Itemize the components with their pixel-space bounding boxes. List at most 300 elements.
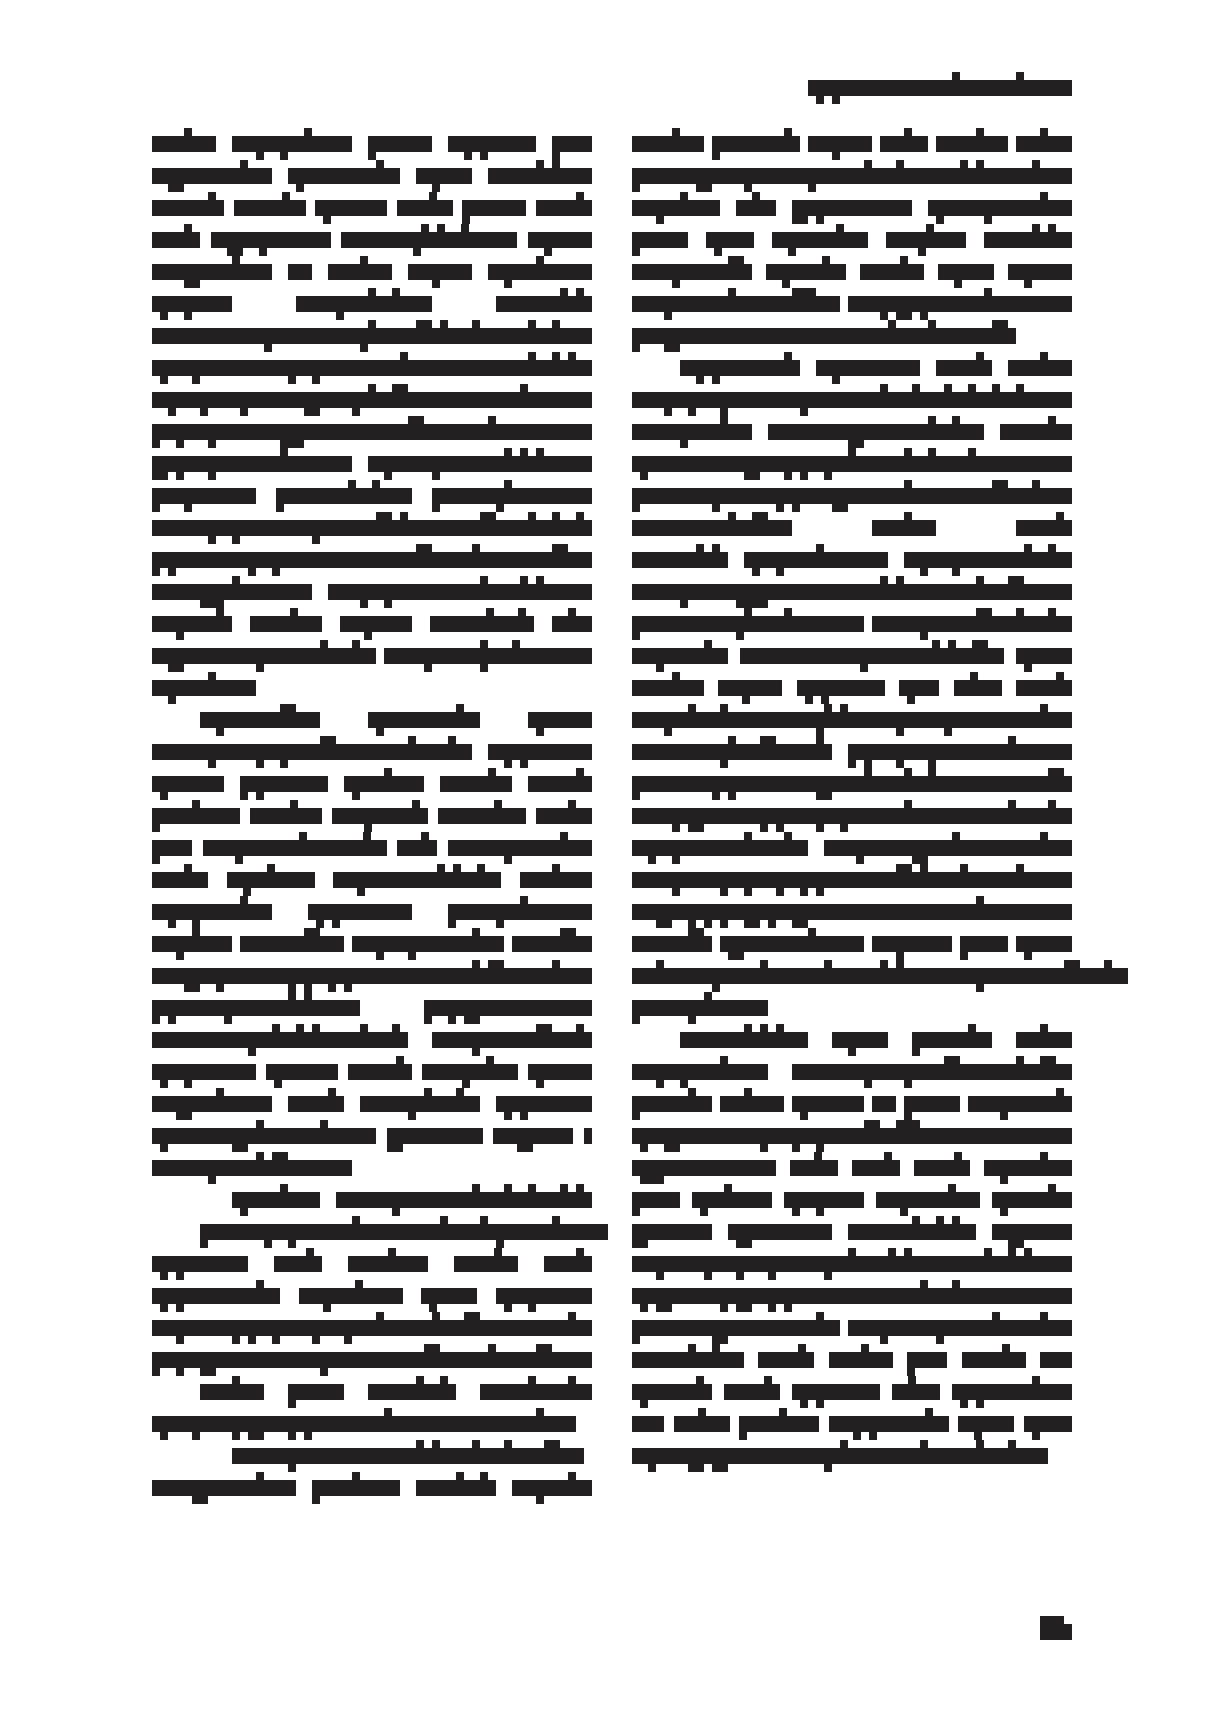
obscured-word [706,232,754,248]
obscured-word [1016,520,1072,536]
obscured-word [432,488,592,504]
text-line [632,552,1072,568]
obscured-word [892,1384,940,1400]
obscured-word [632,264,752,280]
obscured-word [152,872,208,888]
obscured-word [240,776,328,792]
obscured-word [152,1000,360,1016]
obscured-word [632,1160,776,1176]
obscured-word [200,1384,264,1400]
obscured-word [312,1480,400,1496]
obscured-word [232,1192,320,1208]
obscured-word [632,296,840,312]
obscured-word [152,360,592,376]
obscured-word [632,1352,744,1368]
obscured-word [528,1064,592,1080]
obscured-word [728,1224,832,1240]
obscured-word [152,456,352,472]
text-line [632,1064,1072,1080]
obscured-word [152,136,216,152]
obscured-word [1000,424,1072,440]
text-line [152,1128,592,1144]
obscured-word [240,936,344,952]
obscured-word [1016,680,1072,696]
obscured-word [632,1448,1048,1464]
obscured-word [984,1160,1072,1176]
obscured-word [790,1160,838,1176]
obscured-word [152,1064,256,1080]
text-line [152,1032,592,1048]
obscured-word [480,1384,592,1400]
obscured-word [720,1096,784,1112]
obscured-word [632,1288,1072,1304]
obscured-word [914,1160,970,1176]
obscured-word [232,1448,584,1464]
obscured-word [288,1096,344,1112]
obscured-word [984,232,1072,248]
obscured-word [152,232,200,248]
obscured-word [632,1416,664,1432]
text-line [152,1384,592,1400]
obscured-word [152,1256,248,1272]
obscured-word [740,648,1004,664]
obscured-word [772,232,868,248]
text-line [632,936,1072,952]
obscured-word [928,200,1072,216]
obscured-word [462,200,526,216]
obscured-word [1040,1352,1072,1368]
text-line [152,296,592,312]
obscured-word [152,680,256,696]
obscured-word [266,1064,338,1080]
obscured-word [348,1256,428,1272]
obscured-word [352,936,504,952]
obscured-word [348,1064,412,1080]
text-line [632,1448,1072,1464]
text-line [152,136,592,152]
obscured-word [152,552,592,568]
obscured-word [1024,1416,1072,1432]
obscured-word [152,776,224,792]
text-line [152,1416,592,1432]
text-line [632,328,1072,344]
obscured-word [824,840,1072,856]
obscured-word [336,1192,592,1208]
obscured-word [152,1128,376,1144]
text-line [152,1160,592,1176]
text-line [152,1288,592,1304]
text-line [632,968,1072,984]
obscured-word [152,328,592,344]
obscured-word [333,872,501,888]
obscured-word [632,1128,1072,1144]
text-line [152,904,592,920]
obscured-word [288,168,400,184]
obscured-word [632,968,680,984]
obscured-word [776,968,840,984]
obscured-word [792,1064,1072,1080]
text-line [632,648,1072,664]
obscured-word [493,1128,573,1144]
obscured-word [432,1032,592,1048]
obscured-word [152,616,232,632]
text-line [152,936,592,952]
obscured-word [632,552,728,568]
obscured-word [958,1416,1014,1432]
obscured-word [152,584,312,600]
text-line [632,360,1072,376]
text-line [152,648,592,664]
text-line [632,1256,1072,1272]
obscured-word [712,136,800,152]
text-line [632,264,1072,280]
obscured-word [768,424,984,440]
obscured-word [896,712,1016,728]
obscured-word [360,1096,480,1112]
text-line [632,392,1072,408]
obscured-word [152,1288,280,1304]
text-line [152,712,592,728]
obscured-word [152,968,592,984]
text-line [152,1096,592,1112]
obscured-word [536,200,592,216]
obscured-word [448,904,592,920]
obscured-word [860,264,924,280]
obscured-word [720,936,864,952]
obscured-word [276,488,412,504]
obscured-word [152,936,232,952]
obscured-word [829,1352,893,1368]
obscured-word [632,680,704,696]
text-line [152,168,592,184]
obscured-word [992,1224,1072,1240]
obscured-word [250,808,322,824]
text-line [632,520,1072,536]
obscured-word [632,520,792,536]
text-line [152,744,592,760]
obscured-word [1008,264,1072,280]
right-column [632,136,1072,1480]
obscured-word [308,904,412,920]
obscured-word [876,1192,980,1208]
text-line [152,1480,592,1496]
obscured-word [632,904,1072,920]
obscured-word [920,968,1128,984]
obscured-word [968,1096,1072,1112]
obscured-word [1016,712,1072,728]
obscured-word [832,1032,888,1048]
text-line [152,328,592,344]
obscured-word [792,1096,864,1112]
obscured-word [829,1416,949,1432]
obscured-word [872,936,952,952]
text-line [632,904,1072,920]
text-line [152,808,592,824]
obscured-word [848,296,1072,312]
obscured-word [680,968,776,984]
obscured-word [632,232,688,248]
obscured-word [397,840,437,856]
obscured-word [632,328,1016,344]
obscured-word [1008,360,1072,376]
obscured-word [976,80,1056,96]
obscured-word [328,584,592,600]
obscured-word [536,808,592,824]
obscured-word [512,936,592,952]
obscured-word [936,136,1008,152]
obscured-word [152,1320,592,1336]
obscured-word [440,776,512,792]
text-line [632,424,1072,440]
obscured-word [496,1224,608,1240]
text-line [152,616,592,632]
obscured-word [792,1384,880,1400]
obscured-word [632,1000,768,1016]
text-line [152,1448,592,1464]
obscured-word [1016,648,1072,664]
obscured-word [520,872,592,888]
obscured-word [424,1000,592,1016]
text-line [632,232,1072,248]
obscured-word [784,1192,864,1208]
page-number-glyph [1064,1624,1072,1640]
obscured-word [739,1416,819,1432]
obscured-word [152,1096,272,1112]
text-line [632,840,1072,856]
obscured-word [430,616,534,632]
obscured-word [680,1032,808,1048]
obscured-word [152,1416,576,1432]
text-line [152,1352,592,1368]
obscured-word [904,1096,960,1112]
obscured-word [872,1096,896,1112]
obscured-word [674,1416,730,1432]
obscured-word [203,840,387,856]
obscured-word [632,776,1072,792]
page-number-glyph [1040,1616,1064,1640]
obscured-word [454,1256,518,1272]
obscured-word [960,936,1008,952]
obscured-word [886,232,966,248]
obscured-word [584,1128,592,1144]
obscured-word [632,872,1072,888]
text-line [152,552,592,568]
obscured-word [632,1096,712,1112]
obscured-word [552,616,592,632]
obscured-word [496,1096,592,1112]
obscured-word [632,1256,1072,1272]
text-line [632,680,1072,696]
text-line [632,1000,1072,1016]
text-line [632,1128,1072,1144]
obscured-word [848,1320,1072,1336]
obscured-word [680,360,800,376]
obscured-word [296,296,432,312]
text-line [632,200,1072,216]
text-line [632,712,1072,728]
text-line [152,680,592,696]
text-line [632,456,1072,472]
obscured-word [808,80,904,96]
obscured-word [632,936,712,952]
text-line [152,232,592,248]
obscured-word [227,872,315,888]
obscured-word [488,168,592,184]
text-line [152,584,592,600]
obscured-word [797,680,885,696]
obscured-word [152,1160,352,1176]
obscured-word [632,712,752,728]
obscured-word [488,744,592,760]
left-column [152,136,592,1512]
obscured-word [552,136,592,152]
text-line [632,808,1072,824]
obscured-word [152,840,192,856]
obscured-word [904,552,1072,568]
obscured-word [632,1064,768,1080]
obscured-word [632,584,1072,600]
obscured-word [766,264,846,280]
obscured-word [954,680,1002,696]
text-line [632,744,1072,760]
text-line [152,1064,592,1080]
obscured-word [632,1192,680,1208]
obscured-word [936,360,992,376]
obscured-word [528,232,592,248]
obscured-word [938,264,994,280]
text-line [152,488,592,504]
obscured-word [808,136,872,152]
text-line [632,136,1072,152]
obscured-word [792,200,912,216]
text-line [152,840,592,856]
text-line [632,1416,1072,1432]
obscured-word [632,392,1072,408]
obscured-word [962,1352,1026,1368]
obscured-word [992,1192,1072,1208]
text-line [632,1224,1072,1240]
obscured-word [448,136,536,152]
text-line [632,488,1072,504]
obscured-word [384,648,592,664]
obscured-word [632,136,704,152]
text-line [632,1192,1072,1208]
text-line [632,1096,1072,1112]
obscured-word [632,648,728,664]
obscured-word [758,1352,814,1368]
obscured-word [724,1384,780,1400]
text-line [632,1384,1072,1400]
obscured-word [632,744,832,760]
obscured-word [632,616,864,632]
obscured-word [848,744,1072,760]
obscured-word [152,520,592,536]
running-head [808,80,1072,96]
obscured-word [152,1480,296,1496]
text-line [152,1000,592,1016]
obscured-word [736,200,776,216]
text-line [632,872,1072,888]
obscured-word [632,1320,840,1336]
obscured-word [299,1288,403,1304]
text-line [152,424,592,440]
obscured-word [368,456,592,472]
obscured-word [315,200,387,216]
obscured-word [152,488,256,504]
obscured-word [907,1352,947,1368]
obscured-word [152,168,272,184]
obscured-word [344,776,424,792]
obscured-word [512,1480,592,1496]
obscured-word [368,136,432,152]
text-line [152,520,592,536]
obscured-word [438,808,526,824]
page-number [1040,1616,1072,1640]
text-line [632,616,1072,632]
text-line [152,456,592,472]
obscured-word [718,680,782,696]
obscured-word [152,904,272,920]
obscured-word [848,1224,976,1240]
obscured-word [152,648,376,664]
obscured-word [816,360,920,376]
obscured-word [872,616,1072,632]
obscured-word [632,424,752,440]
text-line [152,968,592,984]
obscured-word [840,968,920,984]
text-line [152,360,592,376]
obscured-word [1056,80,1072,96]
text-line [152,1224,592,1240]
text-line [632,296,1072,312]
obscured-word [632,1224,712,1240]
obscured-word [1016,136,1072,152]
obscured-word [880,136,928,152]
obscured-word [152,1032,408,1048]
obscured-word [488,264,592,280]
obscured-word [422,1064,518,1080]
obscured-word [200,1224,496,1240]
obscured-word [340,616,412,632]
text-line [632,1288,1072,1304]
text-line [632,1160,1072,1176]
obscured-word [744,552,888,568]
obscured-word [152,1352,592,1368]
obscured-word [752,712,896,728]
obscured-word [152,200,224,216]
obscured-word [408,264,472,280]
obscured-word [632,808,1072,824]
obscured-word [872,520,936,536]
obscured-word [632,168,1072,184]
obscured-word [152,808,240,824]
obscured-word [416,168,472,184]
obscured-word [274,1256,322,1272]
text-line [152,264,592,280]
obscured-word [387,1128,483,1144]
obscured-word [152,392,592,408]
obscured-word [528,712,592,728]
obscured-word [904,80,976,96]
text-line [632,1320,1072,1336]
obscured-word [152,264,272,280]
obscured-word [288,264,312,280]
obscured-word [211,232,331,248]
obscured-word [234,200,306,216]
obscured-word [632,840,808,856]
obscured-word [496,296,592,312]
text-line [632,776,1072,792]
